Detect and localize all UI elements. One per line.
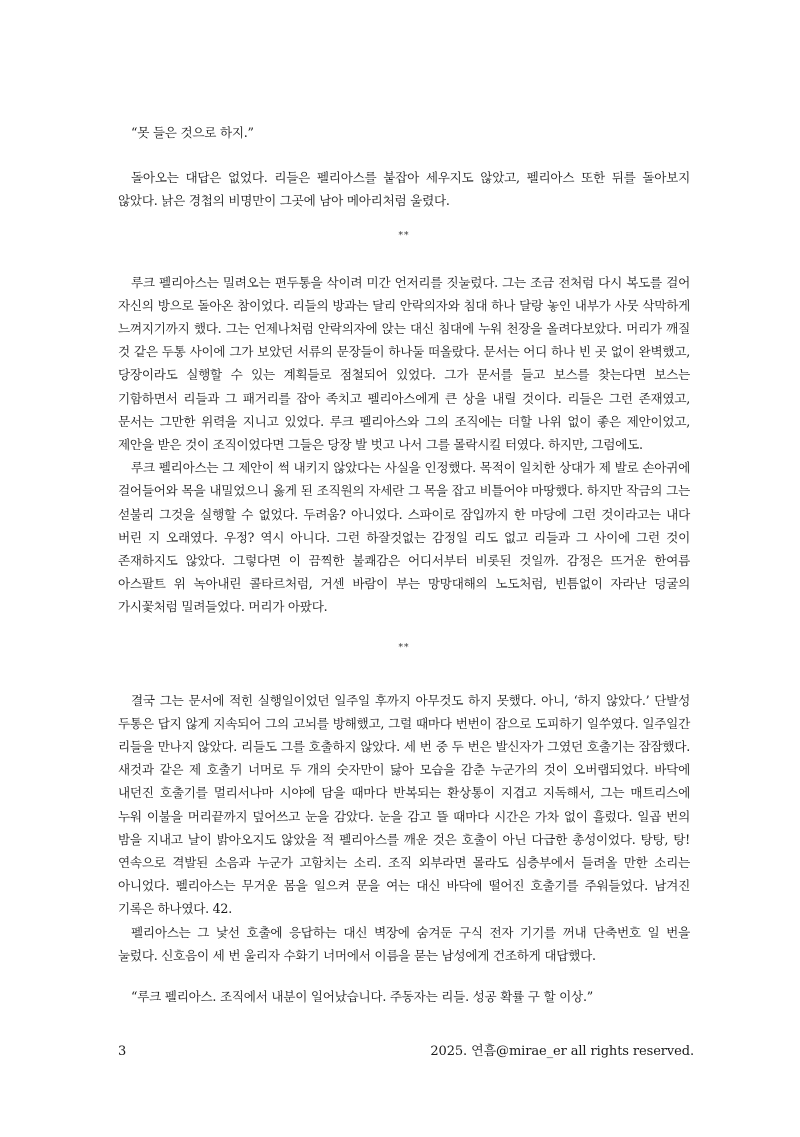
page-number: 3 (118, 1044, 127, 1059)
body-paragraph: 돌아오는 대답은 없었다. 리들은 펠리아스를 붙잡아 세우지도 않았고, 펠리아스 또한 뒤를 돌아보지 않았다. 낡은 경첩의 비명만이 그곳에 남아 메아리처럼 울렸다. (118, 170, 690, 209)
dialogue-line: “루크 펠리아스. 조직에서 내분이 일어났습니다. 주동자는 리들. 성공 확률 구 할 이상.” (131, 989, 593, 1005)
page-footer (118, 1042, 694, 1062)
body-paragraph: 루크 펠리아스는 그 제안이 썩 내키지 않았다는 사실을 인정했다. 목적이 일치한 상대가 제 발로 손아귀에 걸어들어와 목을 내밀었으니 옳게 된 조직원의 자세란 그 목을 잡고 비틀어야 마땅했다. 하지만 작금의 그는 섣불리 그것을 실행할 수 없었다. 두려움? 아니었다. 스파이로 잠입까지 한 마당에 그런 것이라고는 내다 버린 지 오래였다. 우정? 역시 아니다. 그런 하잘것없는 감정일 리도 없고 리들과 그 사이에 그런 것이 존재하지도 않았다. 그렇다면 이 끔찍한 불쾌감은 어디서부터 비롯된 것일까. 감정은 뜨거운 한여름 아스팔트 위 녹아내린 콜타르처럼, 거센 바람이 부는 망망대해의 노도처럼, 빈틈없이 자라난 덩굴의 가시꽃처럼 밀려들었다. 머리가 아팠다. (118, 460, 690, 615)
section-separator: ** (398, 230, 410, 241)
body-paragraph: 결국 그는 문서에 적힌 실행일이었던 일주일 후까지 아무것도 하지 못했다. 아니, ‘하지 않았다.’ 단발성 두통은 답지 않게 지속되어 그의 고뇌를 방해했고, 그럴 때마다 번번이 잠으로 도피하기 일쑤였다. 일주일간 리들을 만나지 않았다. 리들도 그를 호출하지 않았다. 세 번 중 두 번은 발신자가 그였던 호출기는 잠잠했다. 새것과 같은 제 호출기 너머로 두 개의 숫자만이 닳아 모습을 감춘 누군가의 것이 오버랩되었다. 바닥에 내던진 호출기를 멀리서나마 시야에 담을 때마다 반복되는 환상통이 지겹고 지독해서, 그는 매트리스에 누워 이불을 머리끝까지 덮어쓰고 눈을 감았다. 눈을 감고 뜰 때마다 시간은 가차 없이 흘렀다. 일곱 번의 밤을 지내고 날이 밝아오지도 않았을 적 펠리아스를 깨운 것은 호출이 아닌 다급한 총성이었다. 탕탕, 탕! 연속으로 격발된 소음과 누군가 고함치는 소리. 조직 외부라면 몰라도 심층부에서 들려올 만한 소리는 아니었다. 펠리아스는 무거운 몸을 일으켜 문을 여는 대신 바닥에 떨어진 호출기를 주워들었다. 남겨진 기록은 하나였다. 42. (118, 692, 690, 917)
document-body (118, 121, 690, 1008)
body-paragraph: 루크 펠리아스는 밀려오는 편두통을 삭이려 미간 언저리를 짓눌렀다. 그는 조금 전처럼 다시 복도를 걸어 자신의 방으로 돌아온 참이었다. 리들의 방과는 달리 안락의자와 침대 하나 달랑 놓인 내부가 사뭇 삭막하게 느껴지기까지 했다. 그는 언제나처럼 안락의자에 앉는 대신 침대에 누워 천장을 올려다보았다. 머리가 깨질 것 같은 두통 사이에 그가 보았던 서류의 문장들이 하나둘 떠올랐다. 문서는 어디 하나 빈 곳 없이 완벽했고, 당장이라도 실행할 수 있는 계획들로 점철되어 있었다. 그가 문서를 들고 보스를 찾는다면 보스는 기함하면서 리들과 그 패거리를 잡아 족치고 펠리아스에게 큰 상을 내릴 것이다. 리들은 그런 존재였고, 문서는 그만한 위력을 지니고 있었다. 루크 펠리아스와 그의 조직에는 더할 나위 없이 좋은 제안이었고, 제안을 받은 것이 조직이었다면 그들은 당장 발 벗고 나서 그를 몰락시킬 터였다. 하지만, 그럼에도. (118, 274, 690, 453)
copyright-notice: 2025. 연흠@mirae_er all rights reserved. (430, 1044, 694, 1059)
body-paragraph: 펠리아스는 그 낯선 호출에 응답하는 대신 벽장에 숨겨둔 구식 전자 기기를 꺼내 단축번호 일 번을 눌렀다. 신호음이 세 번 울리자 수화기 너머에서 이름을 묻는 남성에게 건조하게 대답했다. (118, 924, 690, 963)
section-separator: ** (398, 642, 410, 653)
dialogue-line: “못 들은 것으로 하지.” (131, 125, 254, 140)
